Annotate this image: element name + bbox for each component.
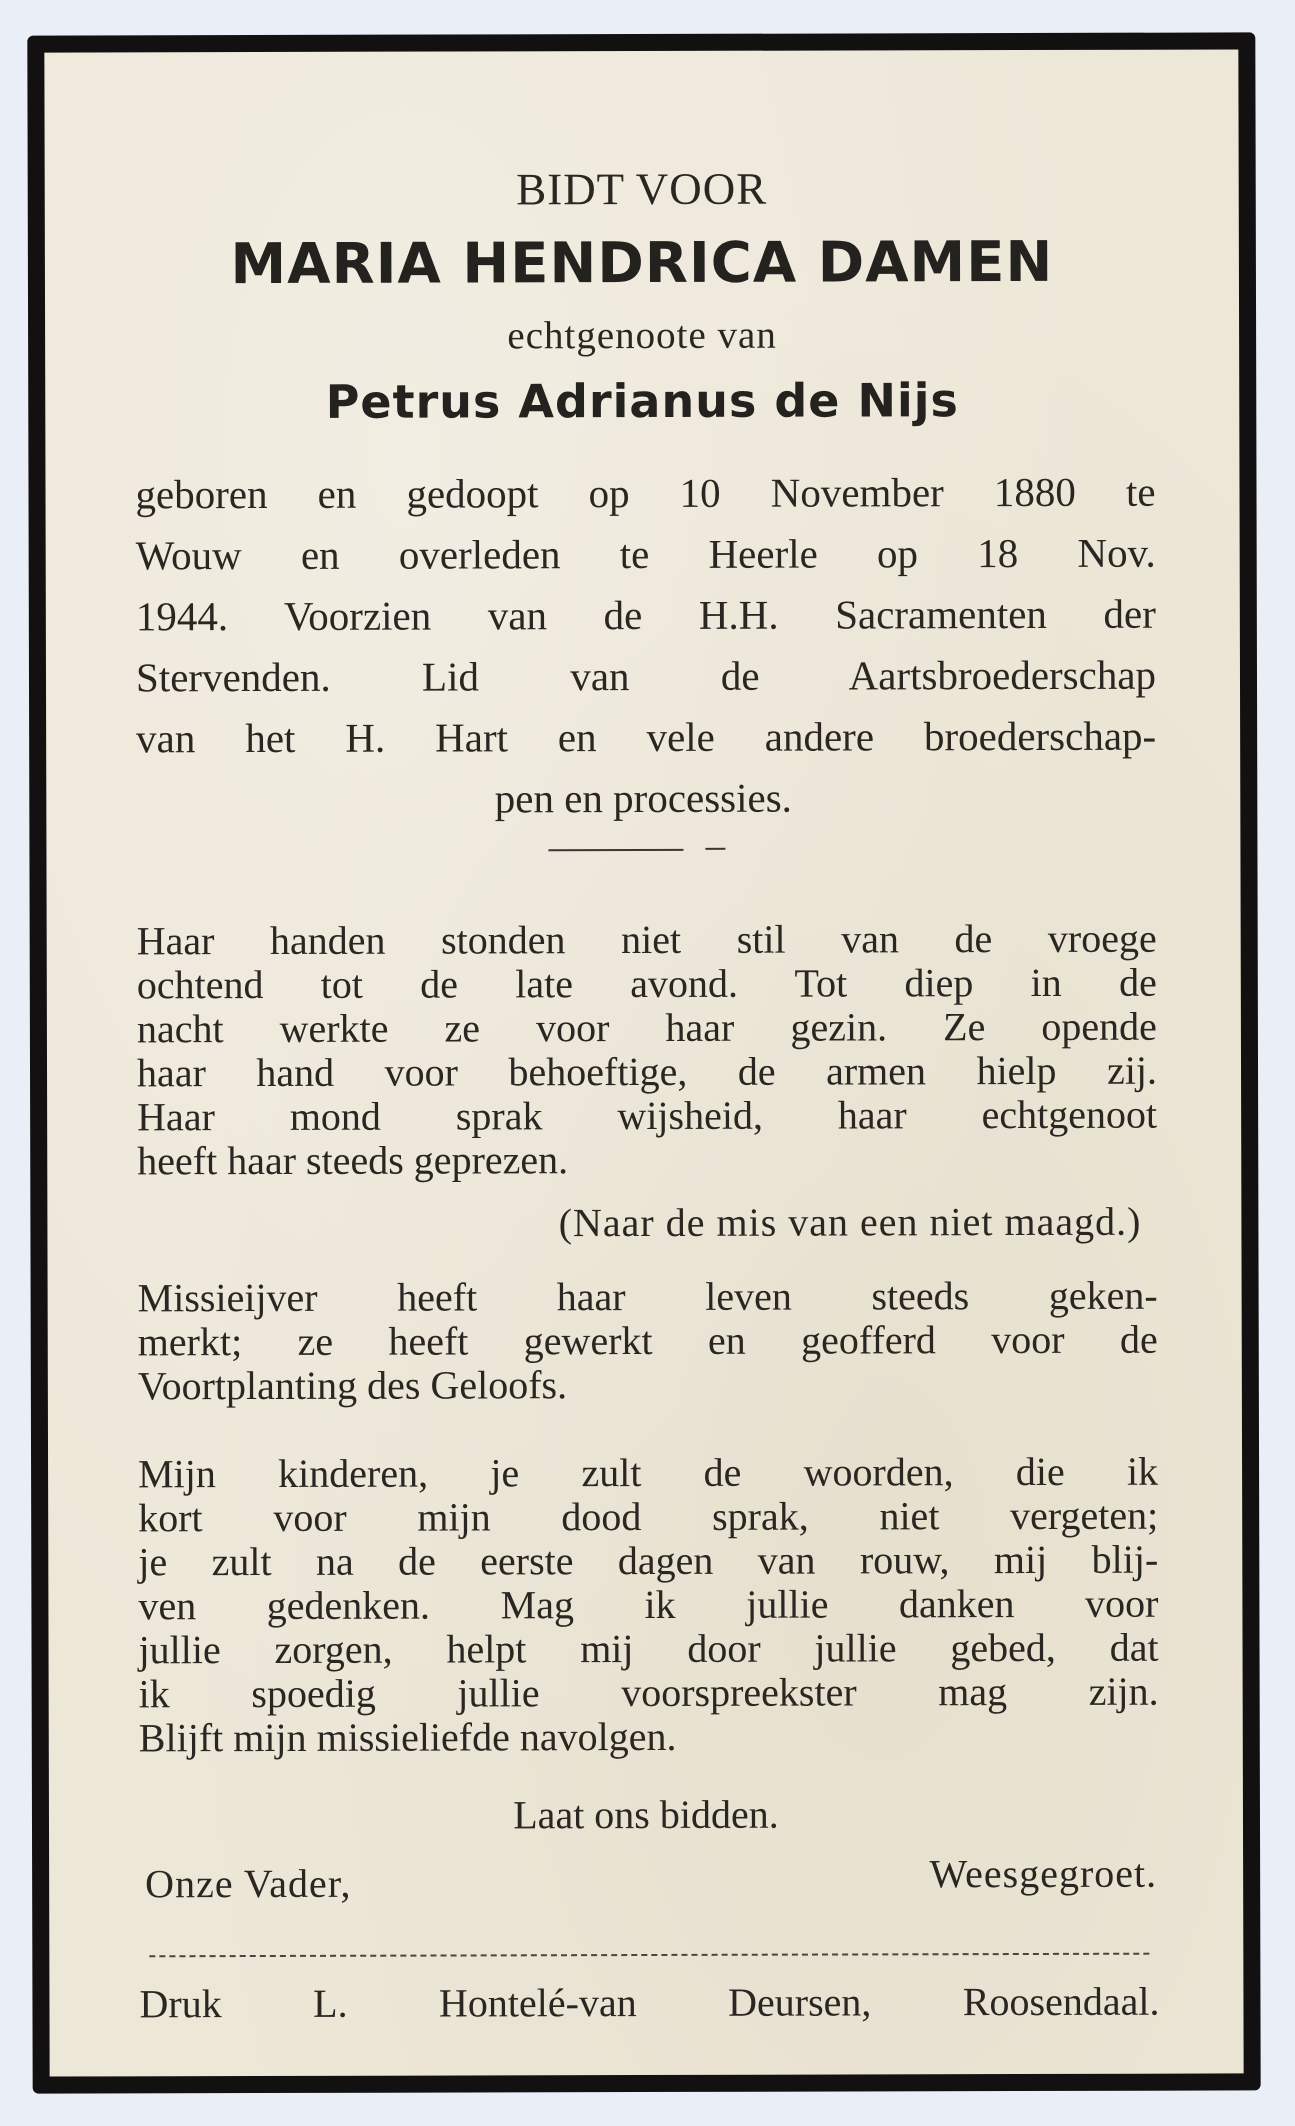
paragraph-line: heeft haar steeds geprezen.: [137, 1137, 569, 1184]
paragraph-line: Haar handen stonden niet stil van de vroege: [136, 915, 1157, 964]
printer-credit: Druk L. Hontelé-van Deursen, Roosendaal.: [139, 1978, 1160, 2027]
paragraph-line: ven gedenken. Mag ik jullie danken voor: [138, 1580, 1159, 1629]
biography-line: Wouw en overleden te Heerle op 18 Nov.: [135, 529, 1156, 579]
separator-dash: [705, 848, 725, 850]
prayer-hail-mary: Weesgegroet.: [929, 1850, 1158, 1897]
paragraph-line: kort voor mijn dood sprak, niet vergeten;: [138, 1492, 1159, 1541]
card-heading: BIDT VOOR: [516, 163, 768, 215]
paragraph-line: Missieijver heeft haar leven steeds geken-: [137, 1272, 1158, 1321]
deceased-name: MARIA HENDRICA DAMEN: [230, 229, 1054, 298]
biography-line: geboren en gedoopt op 10 November 1880 te: [135, 468, 1156, 518]
memorial-card: [27, 32, 1260, 2093]
footer-rule: [149, 1953, 1149, 1958]
biography-line: pen en processies.: [494, 774, 792, 822]
paragraph-line: jullie zorgen, helpt mij door jullie gebed, dat: [138, 1624, 1159, 1673]
spouse-label: echtgenoote van: [507, 313, 777, 358]
attribution: (Naar de mis van een niet maagd.): [558, 1198, 1142, 1246]
paragraph-line: merkt; ze heeft gewerkt en geofferd voor de: [137, 1316, 1158, 1365]
paragraph-line: Mijn kinderen, je zult de woorden, die ik: [138, 1448, 1159, 1497]
paragraph-line: ochtend tot de late avond. Tot diep in de: [136, 959, 1157, 1008]
biography-line: van het H. Hart en vele andere broederschap-: [136, 712, 1157, 762]
biography-line: 1944. Voorzien van de H.H. Sacramenten der: [135, 590, 1156, 640]
paragraph-line: Haar mond sprak wijsheid, haar echtgenoot: [137, 1091, 1158, 1140]
paragraph-line: je zult na de eerste dagen van rouw, mij blij-: [138, 1536, 1159, 1585]
paragraph-line: Blijft mijn missieliefde navolgen.: [138, 1713, 677, 1761]
spouse-name: Petrus Adrianus de Nijs: [325, 373, 959, 429]
prayer-our-father: Onze Vader,: [145, 1860, 352, 1907]
paragraph-line: Voortplanting des Geloofs.: [137, 1362, 568, 1409]
separator-rule: [548, 849, 683, 851]
prayer-intro: Laat ons bidden.: [513, 1791, 779, 1838]
paragraph-line: nacht werkte ze voor haar gezin. Ze opende: [136, 1003, 1157, 1052]
paragraph-line: haar hand voor behoeftige, de armen hielp zij.: [136, 1047, 1158, 1096]
paragraph-line: ik spoedig jullie voorspreekster mag zijn.: [138, 1668, 1159, 1717]
biography-line: Stervenden. Lid van de Aartsbroederschap: [135, 651, 1157, 701]
